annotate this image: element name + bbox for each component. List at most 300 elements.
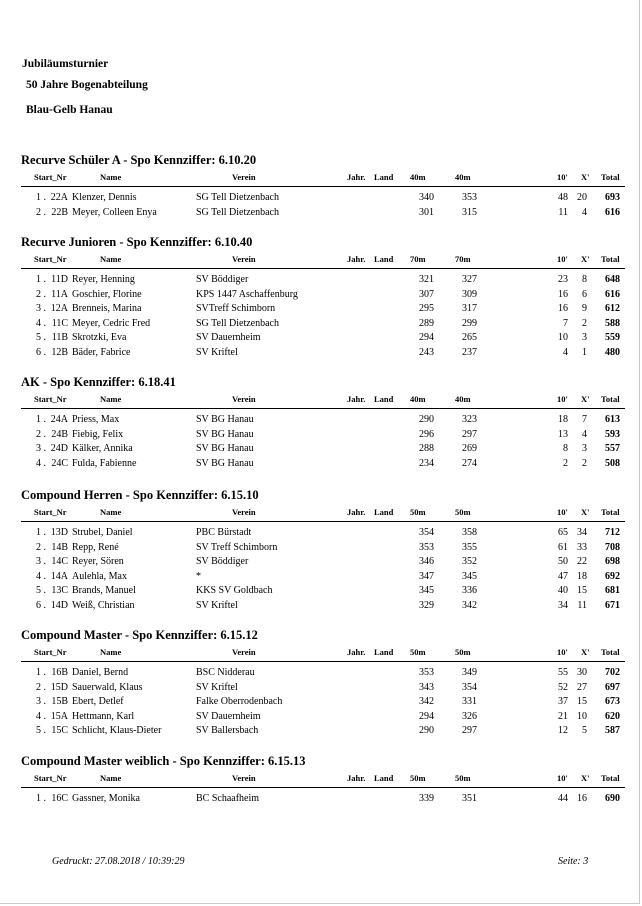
cell-x: 15 <box>577 585 587 597</box>
print-timestamp: Gedruckt: 27.08.2018 / 10:39:29 <box>52 856 185 867</box>
column-header-verein: Verein <box>232 507 256 517</box>
cell-start: 15B <box>51 696 68 708</box>
column-header-jahr: Jahr. <box>347 254 366 264</box>
cell-x: 1 <box>582 347 587 358</box>
cell-r1: 342 <box>419 696 434 708</box>
table-row <box>0 793 640 807</box>
cell-x: 5 <box>582 725 587 737</box>
cell-verein: SVTreff Schimborn <box>196 303 276 315</box>
section-title: Recurve Schüler A - Spo Kennziffer: 6.10.20 <box>21 153 257 167</box>
cell-r1: 243 <box>419 347 434 358</box>
cell-total: 690 <box>605 793 620 804</box>
cell-name: Hettmann, Karl <box>72 710 135 722</box>
cell-start: 12A <box>50 303 68 315</box>
cell-rank: 6 . <box>36 600 46 611</box>
column-header-name: Name <box>100 647 122 657</box>
club-name: Blau-Gelb Hanau <box>26 104 113 116</box>
cell-total: 508 <box>605 457 620 469</box>
cell-r1: 354 <box>419 527 434 538</box>
event-subtitle: 50 Jahre Bogenabteilung <box>26 79 148 91</box>
cell-verein: SV BG Hanau <box>196 457 254 469</box>
cell-start: 16B <box>51 667 68 678</box>
cell-tens: 13 <box>558 428 568 440</box>
cell-r1: 343 <box>419 681 434 693</box>
column-header-verein: Verein <box>232 394 256 404</box>
cell-start: 11A <box>51 288 68 300</box>
cell-start: 14A <box>50 570 68 582</box>
column-header-start: Start_Nr <box>34 773 67 783</box>
column-header-land: Land <box>374 507 394 517</box>
cell-rank: 2 . <box>36 541 46 553</box>
cell-r2: 315 <box>462 206 477 218</box>
cell-r2: 351 <box>462 793 477 804</box>
column-header-total: Total <box>601 254 620 264</box>
cell-tens: 23 <box>558 274 568 285</box>
column-header-r1: 50m <box>410 507 426 517</box>
cell-x: 4 <box>582 428 587 440</box>
column-header-total: Total <box>601 507 620 517</box>
column-header-land: Land <box>374 254 394 264</box>
cell-total: 648 <box>605 274 620 285</box>
cell-x: 30 <box>577 667 587 678</box>
cell-tens: 10 <box>558 332 568 344</box>
cell-tens: 61 <box>558 541 568 553</box>
cell-start: 16C <box>51 793 68 804</box>
cell-rank: 4 . <box>36 317 46 329</box>
cell-x: 6 <box>582 288 587 300</box>
cell-r2: 349 <box>462 667 477 678</box>
column-header-x: X' <box>581 254 590 264</box>
cell-start: 11D <box>51 274 68 285</box>
cell-tens: 50 <box>558 556 568 568</box>
column-header-row <box>0 507 640 519</box>
column-header-tens: 10' <box>557 172 568 182</box>
column-header-r2: 50m <box>455 507 471 517</box>
column-header-total: Total <box>601 647 620 657</box>
cell-r1: 339 <box>419 793 434 804</box>
cell-r2: 237 <box>462 347 477 358</box>
cell-start: 24C <box>51 457 68 469</box>
cell-verein: SV BG Hanau <box>196 443 254 455</box>
cell-start: 15D <box>50 681 68 693</box>
table-row <box>0 682 640 696</box>
column-header-r2: 70m <box>455 254 471 264</box>
cell-total: 712 <box>605 527 620 538</box>
cell-rank: 2 . <box>36 681 46 693</box>
column-header-x: X' <box>581 394 590 404</box>
cell-verein: SV Böddiger <box>196 556 249 568</box>
cell-tens: 7 <box>563 317 568 329</box>
cell-start: 14C <box>51 556 68 568</box>
cell-tens: 48 <box>558 192 568 203</box>
cell-tens: 16 <box>558 303 568 315</box>
cell-name: Sauerwald, Klaus <box>72 681 143 693</box>
cell-r2: 353 <box>462 192 477 203</box>
cell-start: 13C <box>51 585 68 597</box>
cell-r2: 327 <box>462 274 477 285</box>
cell-r2: 269 <box>462 443 477 455</box>
cell-name: Fulda, Fabienne <box>72 457 137 469</box>
cell-r1: 345 <box>419 585 434 597</box>
cell-r2: 299 <box>462 317 477 329</box>
cell-rank: 1 . <box>36 527 46 538</box>
cell-total: 616 <box>605 206 620 218</box>
cell-x: 33 <box>577 541 587 553</box>
cell-verein: SV Treff Schimborn <box>196 541 278 553</box>
cell-total: 588 <box>605 317 620 329</box>
cell-r1: 353 <box>419 541 434 553</box>
cell-start: 15C <box>51 725 68 737</box>
cell-r1: 321 <box>419 274 434 285</box>
cell-tens: 12 <box>558 725 568 737</box>
cell-name: Weiß, Christian <box>72 600 135 611</box>
cell-rank: 2 . <box>36 288 46 300</box>
cell-name: Priess, Max <box>72 414 120 425</box>
cell-start: 24D <box>50 443 68 455</box>
cell-verein: SV Böddiger <box>196 274 249 285</box>
cell-verein: SV BG Hanau <box>196 414 254 425</box>
cell-verein: SV BG Hanau <box>196 428 254 440</box>
column-header-row <box>0 773 640 785</box>
column-header-x: X' <box>581 507 590 517</box>
cell-r1: 347 <box>419 570 434 582</box>
table-row <box>0 443 640 457</box>
table-row <box>0 600 640 614</box>
table-row <box>0 527 640 541</box>
table-row <box>0 725 640 739</box>
table-row <box>0 556 640 570</box>
cell-tens: 40 <box>558 585 568 597</box>
table-row <box>0 667 640 681</box>
cell-name: Aulehla, Max <box>72 570 127 582</box>
column-header-name: Name <box>100 773 122 783</box>
cell-r2: 354 <box>462 681 477 693</box>
cell-tens: 55 <box>558 667 568 678</box>
header-rule <box>21 521 625 522</box>
table-row <box>0 711 640 725</box>
cell-r1: 294 <box>419 710 434 722</box>
cell-total: 697 <box>605 681 620 693</box>
section-title: Compound Herren - Spo Kennziffer: 6.15.10 <box>21 488 259 502</box>
cell-tens: 4 <box>563 347 568 358</box>
cell-total: 559 <box>605 332 620 344</box>
cell-total: 612 <box>605 303 620 315</box>
cell-rank: 5 . <box>36 725 46 737</box>
cell-tens: 16 <box>558 288 568 300</box>
cell-x: 3 <box>582 332 587 344</box>
cell-start: 14D <box>50 600 68 611</box>
cell-r2: 297 <box>462 725 477 737</box>
cell-verein: SG Tell Dietzenbach <box>196 317 279 329</box>
column-header-jahr: Jahr. <box>347 647 366 657</box>
cell-tens: 37 <box>558 696 568 708</box>
cell-tens: 21 <box>558 710 568 722</box>
cell-rank: 4 . <box>36 710 46 722</box>
cell-name: Gassner, Monika <box>72 793 140 804</box>
table-row <box>0 207 640 221</box>
cell-r2: 297 <box>462 428 477 440</box>
cell-r2: 336 <box>462 585 477 597</box>
cell-name: Reyer, Henning <box>72 274 135 285</box>
cell-name: Meyer, Colleen Enya <box>72 206 157 218</box>
cell-verein: SV Kriftel <box>196 347 238 358</box>
column-header-land: Land <box>374 773 394 783</box>
column-header-verein: Verein <box>232 172 256 182</box>
cell-r1: 296 <box>419 428 434 440</box>
cell-verein: SG Tell Dietzenbach <box>196 192 279 203</box>
cell-name: Reyer, Sören <box>72 556 124 568</box>
cell-rank: 4 . <box>36 570 46 582</box>
table-row <box>0 192 640 206</box>
column-header-r2: 40m <box>455 394 471 404</box>
column-header-r2: 50m <box>455 773 471 783</box>
cell-rank: 1 . <box>36 793 46 804</box>
section-title: AK - Spo Kennziffer: 6.18.41 <box>21 375 176 389</box>
cell-r1: 346 <box>419 556 434 568</box>
header-rule <box>21 186 625 187</box>
cell-rank: 5 . <box>36 585 46 597</box>
cell-total: 702 <box>605 667 620 678</box>
cell-name: Meyer, Cedric Fred <box>72 317 151 329</box>
cell-verein: SV Ballersbach <box>196 725 259 737</box>
column-header-total: Total <box>601 394 620 404</box>
table-row <box>0 274 640 288</box>
column-header-total: Total <box>601 172 620 182</box>
cell-x: 2 <box>582 317 587 329</box>
column-header-land: Land <box>374 172 394 182</box>
cell-tens: 65 <box>558 527 568 538</box>
header-rule <box>21 408 625 409</box>
column-header-row <box>0 254 640 266</box>
cell-r1: 288 <box>419 443 434 455</box>
cell-verein: SV Dauernheim <box>196 332 261 344</box>
cell-start: 15A <box>50 710 68 722</box>
cell-start: 24B <box>51 428 68 440</box>
column-header-r1: 40m <box>410 172 426 182</box>
header-rule <box>21 661 625 662</box>
header-rule <box>21 268 625 269</box>
cell-r2: 265 <box>462 332 477 344</box>
cell-r1: 234 <box>419 457 434 469</box>
cell-x: 20 <box>577 192 587 203</box>
column-header-jahr: Jahr. <box>347 507 366 517</box>
table-row <box>0 429 640 443</box>
cell-x: 7 <box>582 414 587 425</box>
cell-rank: 6 . <box>36 347 46 358</box>
cell-r1: 295 <box>419 303 434 315</box>
cell-total: 587 <box>605 725 620 737</box>
cell-r1: 340 <box>419 192 434 203</box>
column-header-tens: 10' <box>557 507 568 517</box>
cell-tens: 34 <box>558 600 568 611</box>
cell-r2: 317 <box>462 303 477 315</box>
cell-start: 11C <box>51 317 68 329</box>
table-row <box>0 696 640 710</box>
cell-total: 698 <box>605 556 620 568</box>
column-header-r2: 40m <box>455 172 471 182</box>
cell-total: 557 <box>605 443 620 455</box>
column-header-tens: 10' <box>557 773 568 783</box>
cell-rank: 1 . <box>36 192 46 203</box>
cell-x: 16 <box>577 793 587 804</box>
column-header-total: Total <box>601 773 620 783</box>
cell-total: 693 <box>605 192 620 203</box>
cell-total: 673 <box>605 696 620 708</box>
cell-name: Brands, Manuel <box>72 585 136 597</box>
cell-name: Fiebig, Felix <box>72 428 124 440</box>
cell-r1: 353 <box>419 667 434 678</box>
cell-verein: SG Tell Dietzenbach <box>196 206 279 218</box>
column-header-r1: 40m <box>410 394 426 404</box>
cell-verein: BSC Nidderau <box>196 667 255 678</box>
cell-rank: 1 . <box>36 274 46 285</box>
cell-r2: 358 <box>462 527 477 538</box>
cell-tens: 52 <box>558 681 568 693</box>
table-row <box>0 571 640 585</box>
cell-verein: KKS SV Goldbach <box>196 585 273 597</box>
cell-tens: 2 <box>563 457 568 469</box>
cell-x: 27 <box>577 681 587 693</box>
cell-r2: 345 <box>462 570 477 582</box>
table-row <box>0 458 640 472</box>
cell-r2: 274 <box>462 457 477 469</box>
cell-name: Ebert, Detlef <box>72 696 124 708</box>
table-row <box>0 542 640 556</box>
cell-x: 9 <box>582 303 587 315</box>
cell-verein: * <box>196 570 201 582</box>
cell-name: Daniel, Bernd <box>72 667 129 678</box>
section-title: Compound Master weiblich - Spo Kennziffer: 6.15.13 <box>21 754 306 768</box>
table-row <box>0 414 640 428</box>
cell-rank: 3 . <box>36 303 46 315</box>
cell-name: Skrotzki, Eva <box>72 332 127 344</box>
cell-x: 34 <box>577 527 587 538</box>
cell-r2: 331 <box>462 696 477 708</box>
column-header-row <box>0 172 640 184</box>
cell-verein: SV Dauernheim <box>196 710 261 722</box>
table-row <box>0 332 640 346</box>
cell-verein: BC Schaafheim <box>196 793 260 804</box>
cell-r2: 323 <box>462 414 477 425</box>
cell-x: 18 <box>577 570 587 582</box>
cell-x: 10 <box>577 710 587 722</box>
cell-r2: 326 <box>462 710 477 722</box>
cell-r1: 301 <box>419 206 434 218</box>
header-rule <box>21 787 625 788</box>
cell-start: 22B <box>51 206 68 218</box>
table-row <box>0 347 640 361</box>
cell-rank: 4 . <box>36 457 46 469</box>
cell-total: 480 <box>605 347 620 358</box>
column-header-tens: 10' <box>557 254 568 264</box>
cell-total: 613 <box>605 414 620 425</box>
cell-verein: SV Kriftel <box>196 681 238 693</box>
column-header-jahr: Jahr. <box>347 172 366 182</box>
cell-x: 3 <box>582 443 587 455</box>
cell-r2: 352 <box>462 556 477 568</box>
cell-start: 11B <box>51 332 68 344</box>
column-header-x: X' <box>581 172 590 182</box>
column-header-jahr: Jahr. <box>347 394 366 404</box>
event-title: Jubiläumsturnier <box>22 58 109 70</box>
cell-rank: 3 . <box>36 556 46 568</box>
page-number: Seite: 3 <box>558 856 589 867</box>
column-header-start: Start_Nr <box>34 647 67 657</box>
cell-name: Bäder, Fabrice <box>72 347 131 358</box>
cell-verein: KPS 1447 Aschaffenburg <box>196 288 298 300</box>
column-header-land: Land <box>374 647 394 657</box>
cell-total: 681 <box>605 585 620 597</box>
cell-x: 4 <box>582 206 587 218</box>
cell-rank: 5 . <box>36 332 46 344</box>
cell-r2: 309 <box>462 288 477 300</box>
column-header-start: Start_Nr <box>34 507 67 517</box>
column-header-name: Name <box>100 507 122 517</box>
cell-tens: 44 <box>558 793 568 804</box>
table-row <box>0 289 640 303</box>
cell-r1: 289 <box>419 317 434 329</box>
column-header-row <box>0 394 640 406</box>
cell-start: 14B <box>51 541 68 553</box>
cell-rank: 2 . <box>36 428 46 440</box>
cell-name: Kälker, Annika <box>72 443 133 455</box>
cell-x: 2 <box>582 457 587 469</box>
cell-r1: 290 <box>419 725 434 737</box>
column-header-land: Land <box>374 394 394 404</box>
cell-name: Strubel, Daniel <box>72 527 133 538</box>
cell-tens: 11 <box>558 206 568 218</box>
column-header-start: Start_Nr <box>34 394 67 404</box>
column-header-start: Start_Nr <box>34 172 67 182</box>
column-header-tens: 10' <box>557 647 568 657</box>
cell-tens: 8 <box>563 443 568 455</box>
cell-x: 11 <box>577 600 587 611</box>
column-header-start: Start_Nr <box>34 254 67 264</box>
column-header-x: X' <box>581 647 590 657</box>
table-row <box>0 318 640 332</box>
cell-start: 13D <box>50 527 68 538</box>
cell-x: 22 <box>577 556 587 568</box>
cell-name: Klenzer, Dennis <box>72 192 137 203</box>
column-header-name: Name <box>100 254 122 264</box>
column-header-verein: Verein <box>232 773 256 783</box>
cell-total: 616 <box>605 288 620 300</box>
cell-total: 593 <box>605 428 620 440</box>
section-title: Compound Master - Spo Kennziffer: 6.15.12 <box>21 628 258 642</box>
cell-start: 22A <box>50 192 68 203</box>
cell-rank: 2 . <box>36 206 46 218</box>
cell-name: Repp, René <box>72 541 119 553</box>
column-header-tens: 10' <box>557 394 568 404</box>
cell-r1: 307 <box>419 288 434 300</box>
cell-r1: 294 <box>419 332 434 344</box>
cell-rank: 1 . <box>36 414 46 425</box>
cell-total: 620 <box>605 710 620 722</box>
cell-r1: 290 <box>419 414 434 425</box>
cell-name: Brenneis, Marina <box>72 303 142 315</box>
cell-x: 15 <box>577 696 587 708</box>
column-header-jahr: Jahr. <box>347 773 366 783</box>
cell-verein: PBC Bürstadt <box>196 527 252 538</box>
cell-start: 12B <box>51 347 68 358</box>
cell-tens: 47 <box>558 570 568 582</box>
column-header-name: Name <box>100 172 122 182</box>
table-row <box>0 303 640 317</box>
column-header-verein: Verein <box>232 647 256 657</box>
cell-total: 671 <box>605 600 620 611</box>
cell-rank: 3 . <box>36 696 46 708</box>
column-header-r1: 70m <box>410 254 426 264</box>
